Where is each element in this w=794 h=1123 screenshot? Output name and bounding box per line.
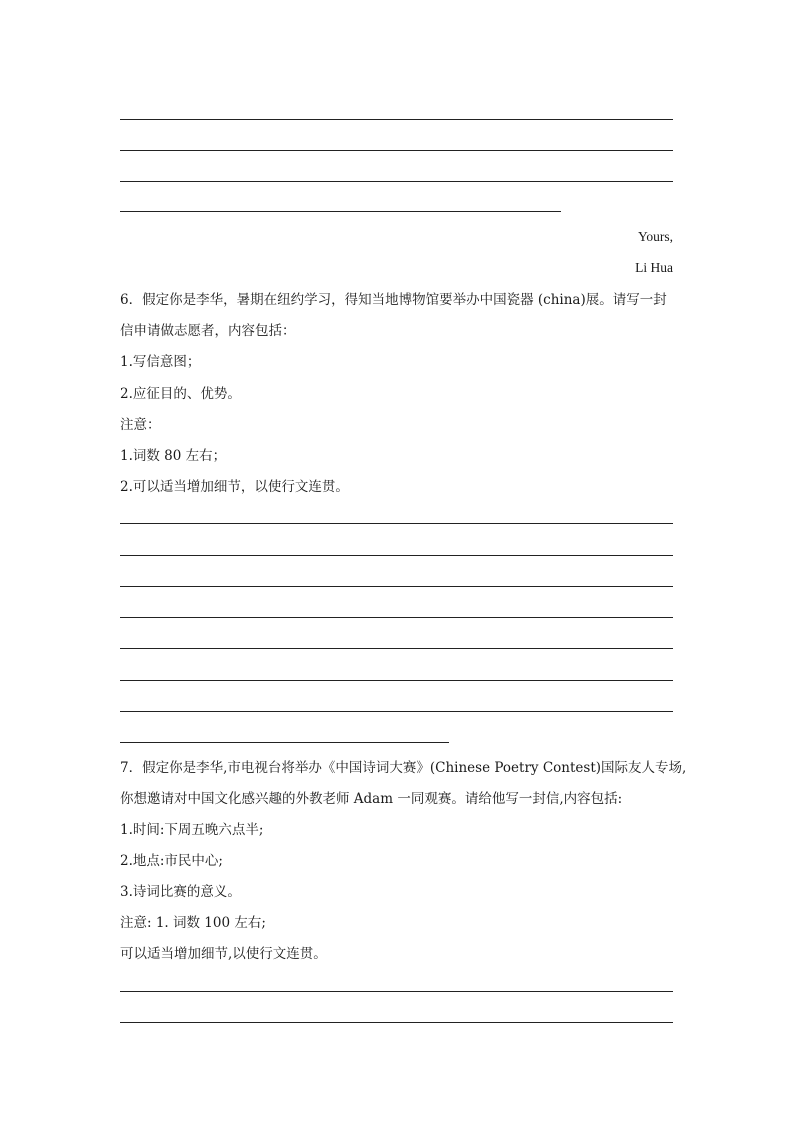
q7-note: 注意: 1. 词数 100 左右;	[120, 915, 266, 931]
letter-signature: Li Hua	[635, 260, 673, 275]
q7-prompt-line1: 7．假定你是李华,市电视台将举办《中国诗词大赛》(Chinese Poetry Contest)国际友人专场,	[120, 760, 687, 776]
answer-line	[120, 1022, 673, 1023]
answer-line	[120, 991, 673, 992]
q6-note-1: 1.词数 80 左右；	[120, 448, 227, 464]
answer-line-short	[120, 211, 561, 212]
answer-line	[120, 711, 673, 712]
q6-note-2: 2.可以适当增加细节，以使行文连贯。	[120, 479, 349, 495]
answer-line	[120, 555, 673, 556]
q6-item-2: 2.应征目的、优势。	[120, 386, 241, 402]
q7-prompt-line2: 你想邀请对中国文化感兴趣的外教老师 Adam 一同观赛。请给他写一封信,内容包括:	[120, 791, 623, 807]
q6-note-label: 注意：	[120, 417, 161, 433]
answer-line-short	[120, 742, 449, 743]
answer-line	[120, 150, 673, 151]
letter-closing: Yours,	[637, 229, 673, 244]
q7-item-1: 1.时间:下周五晚六点半;	[120, 822, 264, 838]
q6-prompt-line2: 信申请做志愿者，内容包括：	[120, 323, 296, 339]
answer-line	[120, 523, 673, 524]
q6-item-1: 1.写信意图；	[120, 354, 201, 370]
q6-prompt-line1: 6．假定你是李华，暑期在纽约学习，得知当地博物馆要举办中国瓷器 (china)展。请写一封	[120, 292, 667, 308]
q7-item-3: 3.诗词比赛的意义。	[120, 884, 241, 900]
answer-line	[120, 648, 673, 649]
answer-line	[120, 617, 673, 618]
answer-line	[120, 586, 673, 587]
q7-note-2: 可以适当增加细节,以使行文连贯。	[120, 946, 327, 962]
answer-line	[120, 680, 673, 681]
answer-line	[120, 181, 673, 182]
q7-item-2: 2.地点:市民中心;	[120, 853, 223, 869]
answer-line	[120, 119, 673, 120]
